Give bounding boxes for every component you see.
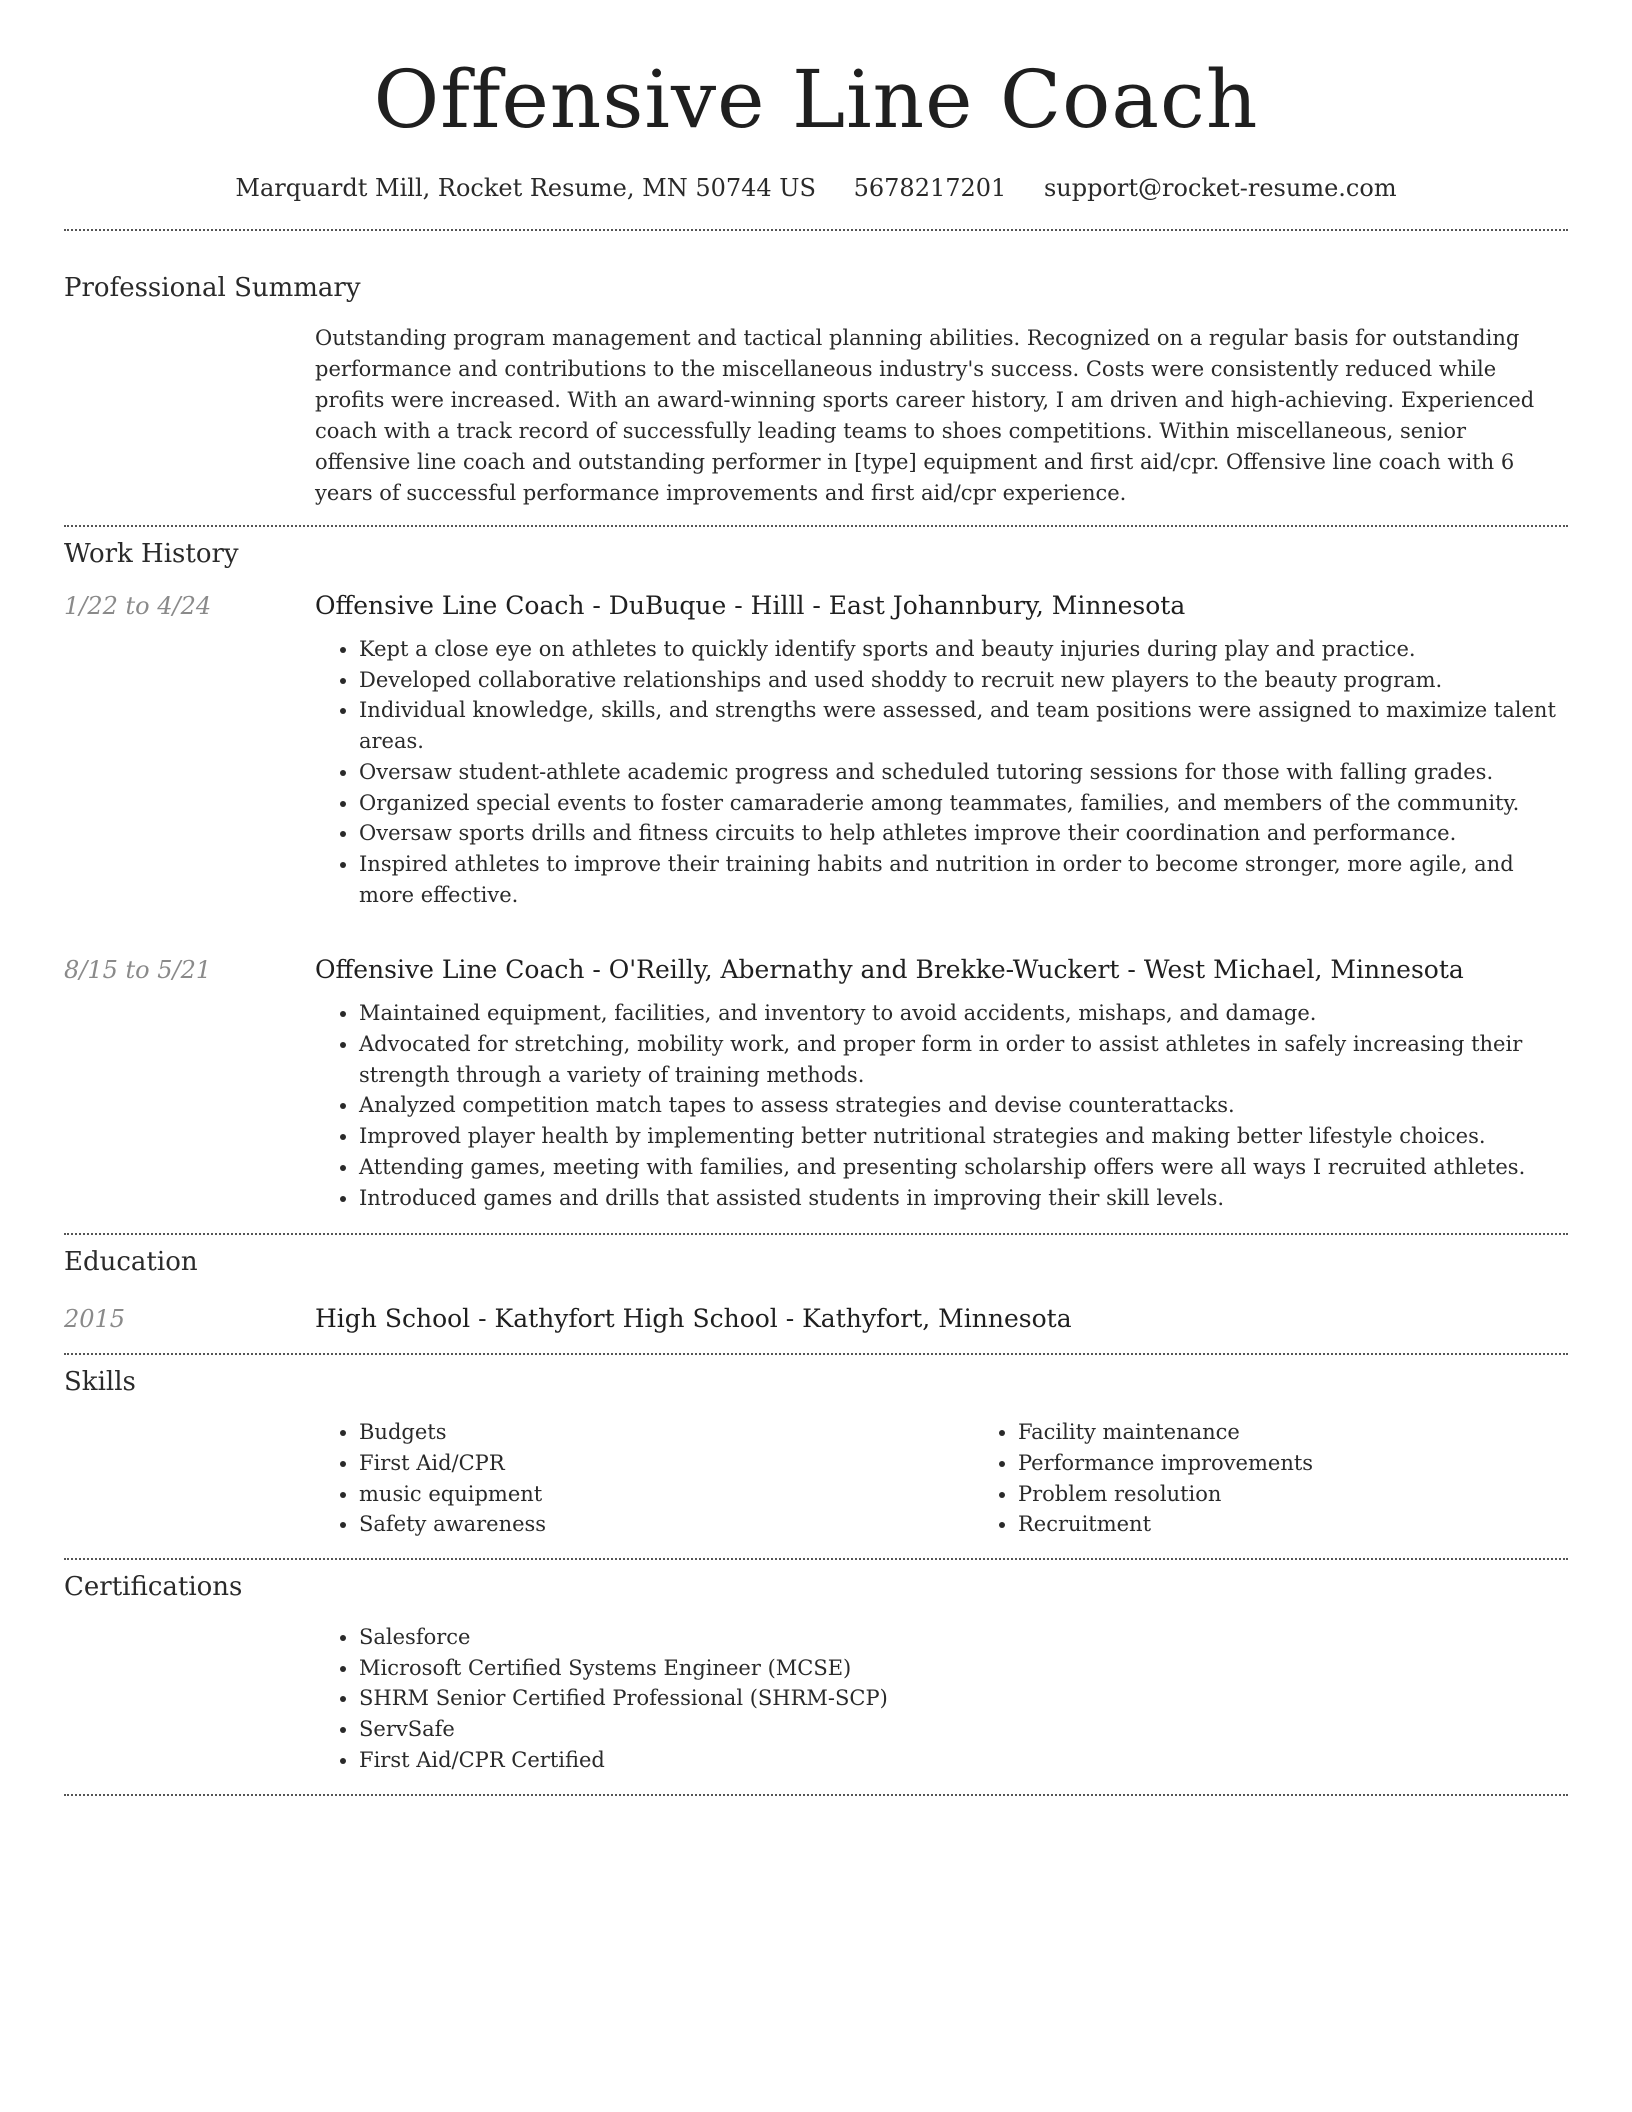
list-item: • Kept a close eye on athletes to quickly identify sports and beauty injuries during play and practice. [359, 634, 1568, 665]
list-item: • SHRM Senior Certified Professional (SHRM-SCP) [359, 1683, 1568, 1714]
list-item: • Safety awareness [359, 1509, 974, 1540]
divider [64, 525, 1568, 527]
list-item: • Analyzed competition match tapes to assess strategies and devise counterattacks. [359, 1090, 1568, 1121]
job-bullets [315, 634, 1568, 910]
list-item: • Developed collaborative relationships and used shoddy to recruit new players to the beauty program. [359, 665, 1568, 696]
list-item: • Introduced games and drills that assisted students in improving their skill levels. [359, 1183, 1568, 1214]
certifications-list [315, 1622, 1568, 1776]
education-section [64, 1245, 1568, 1335]
summary-text: Outstanding program management and tactical planning abilities. Recognized on a regular basis for outstanding performance and contributions to the miscellaneous industry's success. Costs were consistently reduced while profits were increased. With an award-winning sports career history, I am driven and high-achieving. Experienced coach with a track record of successfully leading teams to shoes competitions. Within miscellaneous, senior offensive line coach and outstanding performer in [type] equipment and first aid/cpr. Offensive line coach with 6 years of successful performance improvements and first aid/cpr experience. [315, 326, 1535, 505]
section-title-education: Education [64, 1247, 198, 1278]
list-item: • Improved player health by implementing better nutritional strategies and making better lifestyle choices. [359, 1121, 1568, 1152]
contact-phone: 5678217201 [853, 174, 1007, 202]
section-title-work-history: Work History [64, 539, 239, 569]
job-bullets [315, 998, 1568, 1213]
work-history-section [64, 537, 1568, 1213]
list-item: • Salesforce [359, 1622, 1568, 1653]
list-item: • Individual knowledge, skills, and strengths were assessed, and team positions were assigned to maximize talent areas. [359, 695, 1568, 756]
list-item: • Microsoft Certified Systems Engineer (MCSE) [359, 1653, 1568, 1684]
job-heading: Offensive Line Coach - DuBuque - Hilll - East Johannbury, Minnesota [315, 591, 1186, 620]
summary-section [64, 271, 1568, 509]
divider [64, 229, 1568, 231]
list-item: • music equipment [359, 1479, 974, 1510]
list-item: • Performance improvements [1018, 1448, 1632, 1479]
certifications-section [64, 1570, 1568, 1776]
resume-name: Offensive Line Coach [373, 53, 1259, 146]
list-item: • Attending games, meeting with families, and presenting scholarship offers were all ways I recruited athletes. [359, 1152, 1568, 1183]
skills-list-right [974, 1417, 1632, 1540]
list-item: • Inspired athletes to improve their training habits and nutrition in order to become stronger, more agile, and more effective. [359, 849, 1568, 910]
divider [64, 1353, 1568, 1355]
divider [64, 1558, 1568, 1560]
contact-address: Marquardt Mill, Rocket Resume, MN 50744 US [235, 174, 816, 202]
job-heading: Offensive Line Coach - O'Reilly, Abernathy and Brekke-Wuckert - West Michael, Minnesota [315, 955, 1464, 985]
list-item: • Maintained equipment, facilities, and inventory to avoid accidents, mishaps, and damage. [359, 998, 1568, 1029]
job-dates: 8/15 to 5/21 [64, 956, 212, 985]
list-item: • Problem resolution [1018, 1479, 1632, 1510]
section-title-certifications: Certifications [64, 1572, 243, 1603]
skills-list-left [315, 1417, 974, 1540]
list-item: • Facility maintenance [1018, 1417, 1632, 1448]
list-item: • ServSafe [359, 1714, 1568, 1745]
education-heading: High School - Kathyfort High School - Kathyfort, Minnesota [315, 1304, 1072, 1334]
education-year: 2015 [64, 1305, 126, 1334]
job-entry [64, 590, 1568, 910]
divider [64, 1794, 1568, 1796]
list-item: • Budgets [359, 1417, 974, 1448]
list-item: • Oversaw sports drills and fitness circuits to help athletes improve their coordination and performance. [359, 818, 1568, 849]
list-item: • Advocated for stretching, mobility work, and proper form in order to assist athletes in safely increasing their strength through a variety of training methods. [359, 1029, 1568, 1090]
contact-line [64, 172, 1568, 204]
list-item: • Oversaw student-athlete academic progress and scheduled tutoring sessions for those with falling grades. [359, 757, 1568, 788]
job-entry [64, 954, 1568, 1213]
job-dates: 1/22 to 4/24 [64, 592, 212, 620]
divider [64, 1233, 1568, 1235]
section-title-summary: Professional Summary [64, 273, 361, 303]
contact-email: support@rocket-resume.com [1043, 174, 1397, 202]
skills-section [64, 1365, 1568, 1540]
list-item: • Organized special events to foster camaraderie among teammates, families, and members of the community. [359, 788, 1568, 819]
list-item: • First Aid/CPR Certified [359, 1745, 1568, 1776]
list-item: • First Aid/CPR [359, 1448, 974, 1479]
list-item: • Recruitment [1018, 1509, 1632, 1540]
section-title-skills: Skills [64, 1367, 136, 1398]
